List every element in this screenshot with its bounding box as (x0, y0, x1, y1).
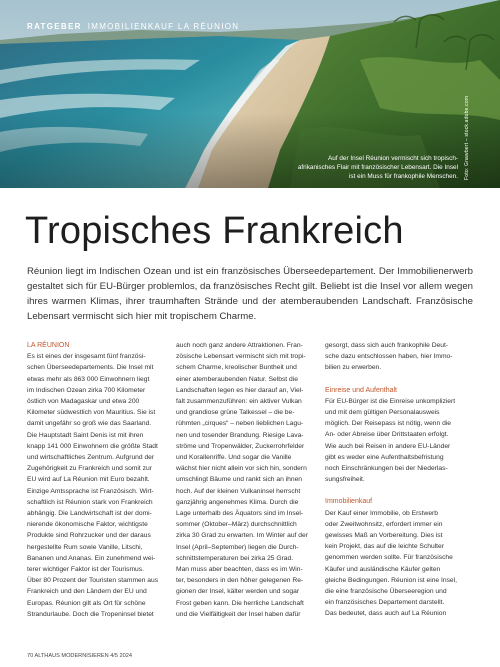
text-line: Käufer und ausländische Käufer gelten (325, 565, 441, 573)
text-line: auch noch ganz andere Attraktionen. Fran- (176, 342, 303, 349)
text-line: oder Zweitwohnsitz, erfordert immer ein (325, 520, 443, 528)
text-line: ter, besonders in den höher gelegenen Re- (176, 577, 304, 585)
text-line: hergestellte Rum sowie Vanille, Litschi, (27, 543, 143, 551)
text-line: gionen der Insel, kälter werden und sogar (176, 588, 300, 596)
kicker-topic: IMMOBILIENKAUF LA RÉUNION (87, 22, 240, 31)
text-line: einer atemberaubenden Natur. Selbst die (176, 375, 298, 383)
text-line: Produkte sind Rohrzucker und der daraus (27, 532, 151, 540)
article-title: Tropisches Frankreich (25, 210, 404, 252)
text-line: im Indischen Ozean zirka 700 Kilometer (27, 386, 146, 394)
text-line: gewisses Maß an Vorbereitung. Dies ist (325, 532, 443, 540)
text-line: ströme und Tropenwälder, Zuckerrohrfelder (176, 442, 305, 450)
photo-credit-text: Foto: Gnawbert – stock.adobe.com (464, 95, 470, 180)
text-line: Man muss aber beachten, dass es im Win- (176, 566, 303, 574)
text-line: östlich von Madagaskar und etwa 200 (27, 398, 140, 406)
text-line: abhängig. Die Landwirtschaft ist der domi- (27, 510, 152, 518)
text-line: sche dazu entschlossen haben, hier Immo- (325, 353, 453, 361)
article-lead: Réunion liegt im Indischen Ozean und ist ein französisches Überseedepartement. Der Immobilienerwerb gestaltet sich für EU-Bürger problemlos, da französisches Recht gilt. Beliebt ist die Insel vor allem wegen ihres warmen Klimas, ihrer traumhaften Strände und der atemberaubenden Landschaft. Französische Lebensart vermischt sich hier mit tropischem Charme. (27, 266, 473, 322)
text-line: Frankreich und den Ländern der EU und (27, 588, 147, 596)
text-line: wächst hier nicht allein vor sich hin, sondern (176, 465, 307, 473)
text-line: sungsfreiheit. (325, 476, 365, 484)
text-line: nen und tosender Brandung. Riesige Lava- (176, 431, 304, 439)
text-line: schen Überseedepartements. Die Insel mit (27, 364, 154, 372)
text-line: schaftlich ist Réunion stark von Frankreich (27, 498, 153, 506)
text-line: sommer (Oktober–März) durchschnittlich (176, 521, 297, 529)
text-line: Wie auch bei Reisen in andere EU-Länder (325, 442, 451, 450)
text-line: ganzjährig angenehmes Klima. Durch die (176, 498, 299, 506)
text-line: knapp 141 000 Einwohnern die größte Stadt (27, 442, 158, 450)
text-line: Landschaften legen es hier darauf an, Viel- (176, 386, 304, 394)
text-line: Der Kauf einer Immobilie, ob Erstwerb (325, 509, 438, 517)
section-kicker (27, 22, 239, 31)
text-line: schnittstemperaturen bei zirka 25 Grad. (176, 554, 294, 562)
text-line: Die Hauptstadt Saint Denis ist mit ihren (27, 431, 144, 439)
text-line: Für EU-Bürger ist die Einreise unkompliziert (325, 397, 456, 405)
kicker-category: RATGEBER (27, 22, 82, 31)
text-line: Strandurlaube. Doch die Tropeninsel bietet (27, 610, 154, 618)
text-line: gesorgt, dass sich auch frankophile Deut- (325, 342, 449, 349)
text-line: gleiche Bedingungen. Réunion ist eine Insel, (325, 576, 457, 584)
text-line: gibt es weder eine Aufenthaltsbefristung (325, 453, 444, 461)
text-line: zösische Lebensart vermischt sich mit tropi- (176, 353, 306, 361)
text-line: falt zusammenzuführen: ein aktiver Vulkan (176, 398, 302, 406)
page-footer: 70 ALTHAUS MODERNISIEREN 4/5 2024 (27, 653, 132, 659)
text-line: und Korallenriffe. Und sogar die Vanille (176, 454, 292, 462)
text-line: An- oder Abreise über Drittstaaten erfolgt. (325, 431, 449, 439)
column-1-body (27, 351, 163, 620)
section-heading-la-reunion: LA RÉUNION (27, 342, 70, 349)
text-line: Insel (April–September) liegen die Durch- (176, 543, 299, 551)
text-line: rühmten „cirques“ – neben lieblichen Lagu- (176, 420, 304, 428)
text-line: nierende ökonomische Faktor, wichtigste (27, 521, 148, 529)
text-line: Einzige Amtssprache ist Französisch. Wirt- (27, 487, 154, 495)
text-column-1 (27, 340, 163, 620)
photo-credit (464, 95, 474, 188)
text-line: Über 80 Prozent der Touristen stammen aus (27, 577, 159, 585)
text-line: bilien zu erwerben. (325, 364, 382, 372)
text-line: genommen werden sollte. Für französische (325, 554, 453, 562)
text-line: schem Charme, kreolischer Buntheit und (176, 364, 297, 372)
text-line: Bananen und Ananas. Ein zunehmend wei- (27, 554, 156, 562)
text-line: möglich. Der Reisepass ist nötig, wenn die (325, 420, 452, 428)
text-line: und mit dem gültigen Personalausweis (325, 409, 440, 417)
text-line: EU wird auf La Réunion mit Euro bezahlt. (27, 476, 150, 484)
photo-caption: Auf der Insel Réunion vermischt sich tropisch-afrikanisches Flair mit französischer Lebensart. Die Insel ist ein Muss für frankophile Menschen. (297, 155, 458, 180)
text-line: und die Vielfältigkeit der Insel haben dafür (176, 610, 301, 618)
section-heading-einreise: Einreise und Aufenthalt (325, 386, 397, 394)
text-line: Das bedeutet, dass auch auf La Réunion (325, 610, 447, 618)
text-line: etwas mehr als 863 000 Einwohnern liegt (27, 375, 150, 383)
text-column-2 (176, 340, 312, 620)
text-line: damit ungefähr so groß wie das Saarland. (27, 420, 152, 428)
text-line: noch Einschränkungen bei der Niederlas- (325, 465, 448, 473)
text-line: die eine französische Überseeregion und (325, 588, 447, 596)
text-line: ein französisches Departement darstellt. (325, 599, 445, 607)
text-line: Europas. Réunion gilt als Ort für schöne (27, 599, 146, 607)
text-line: Lage unterhalb des Äquators sind im Insel- (176, 510, 304, 518)
text-line: umschlingt Bäume und rankt sich an ihnen (176, 476, 303, 484)
text-line: Es ist eines der insgesamt fünf französi- (27, 353, 146, 361)
text-line: kein Projekt, das auf die leichte Schulter (325, 543, 444, 551)
text-line: Frost geben kann. Die herrliche Landschaft (176, 599, 304, 607)
text-line: und grandiose grüne Talkessel – die be- (176, 409, 295, 417)
text-line: zirka 30 Grad zu erwarten. Im Winter auf der (176, 532, 308, 540)
text-line: und wirtschaftliches Zentrum. Aufgrund der (27, 454, 155, 462)
text-line: hoch. Auf der kleinen Vulkaninsel herrscht (176, 487, 301, 495)
text-line: Zugehörigkeit zu Frankreich und somit zur (27, 465, 152, 473)
text-line: terer wichtiger Faktor ist der Tourismus. (27, 566, 144, 574)
text-column-3 (325, 340, 461, 620)
hero-photo (0, 0, 500, 188)
section-heading-immobilienkauf: Immobilienkauf (325, 498, 373, 506)
text-line: Kilometer südwestlich von Mauritius. Sie ist (27, 409, 156, 417)
